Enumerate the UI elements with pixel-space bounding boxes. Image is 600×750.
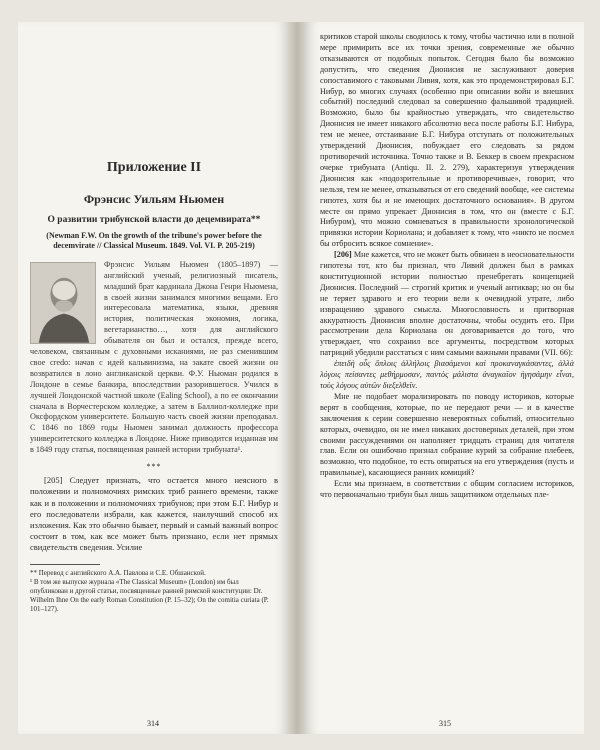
- right-page-content: [320, 32, 574, 724]
- author-heading: Фрэнсис Уильям Ньюмен: [83, 192, 225, 206]
- article-source: (Newman F.W. On the growth of the tribune's power before the decemvirate // Classical Museum. 1849. Vol. VI. P. 205-219): [46, 231, 262, 251]
- intro-text: Фрэнсис Уильям Ньюмен (1805–1897) — английский ученый, религиозный писатель, младший брат кардинала Джона Генри Ньюмена, в своей жизни занимался многими вещами. Его интересовала математика, языки, древняя история, политическая экономия, логика, вегетарианство…, хотя для английского обывателя он был и остался, прежде всего, человеком, связанным с духовными исканиями, не раз сменившим свое credo: начав с идей кальвинизма, на закате своей жизни он возвратился в лоно англиканской церкви. Ф.У. Ньюман родился в Лондоне в семье банкира, впоследствии разорившегося. Учился в лучшей Лондонской частной школе (Ealing School), а по ее окончании сначала в Ворчестерском колледже, а затем в Баллиол-колледже при Оксфордском университете. Большую часть своей жизни преподавал. С 1846 по 1869 годы Ньюмен занимал должность профессора университетского колледжа в Лондоне. Ниже приводится изданная им в 1849 году статья, посвященная ранней истории трибуната¹.: [30, 259, 278, 455]
- appendix-heading: Приложение II: [106, 160, 202, 175]
- footnote-source: ¹ В том же выпуске журнала «The Classical Museum» (London) им был опубликован и другой статьи, посвященные ранней римской конституции: Dr. Wilhelm Ihne On the early Roman Constitution (P. 15–32); On the comitia curiata (P. 101–127).: [30, 577, 269, 613]
- right-paragraph-3: Мне не подобает морализировать по поводу историков, которые верят в сообщения, которые, по не передают речи — и в качестве заключения к серии совершенно невероятных событий, относительно которых, очевидно, он не имел никаких достоверных деталей, при этом своими рассуждениями он наполняет тридцать страниц для читателя глав. Если он ошибочно признал собрание курий за собрание плебеев, возможно, что подобное, то есть опираться на его утверждения (пусть и правильные), касающиеся ранних комиций?: [320, 391, 574, 478]
- right-paragraph-1: критиков старой школы сводилось к тому, чтобы частично или в полной мере примирить все их точки зрения, современные же обычно отказываются от подобных попыток. Сегодня было бы возможно допустить, что сведения Дионисия не заслуживают доверия сопоставимого с таковыми Ливия, хотя, как это продемонстрировал Б.Г. Нибур, во многих случаях (особенно при описании войн и внешних событий) последний следовал за совершенно фальшивой традицией. Возможно, было бы крайностью утверждать, что свидетельство Дионисия не имеет никакого абсолютно веса после работы Б.Г. Нибура, тем не менее, отстаивание Б.Г. Нибура отступать от положительных утверждений Дионисия, побуждает его следовать за рядом противоречий источника. Точно также и В. Беккер в своем прекрасном очерке трибуната (Antiqu. II. 2. 279), характеризуя утверждения Дионисия как «подозрительные и противоречивые», говорит, что нельзя, тем не менее, отказываться от его сведений вообще, «ее системы гипотез, хотя бы и не имеющих достаточного основания». В другом месте он прямо упрекает Дионисия в том, что он (вместе с Б.Г. Нибуром), что можно сомневаться в правильности хронологической привязки истории Кориолана; и добавляет к тому, что «никто не посмел бы отбросить всякое сомнение».: [320, 32, 574, 249]
- page-number-right: 315: [439, 719, 451, 728]
- book-gutter: [288, 22, 306, 734]
- right-paragraph-2: [320, 250, 574, 359]
- left-page-content: [30, 32, 278, 724]
- author-portrait: [30, 262, 96, 344]
- right-paragraph-2-text: Мне кажется, что не может быть обвинен в неосновательности гипотезы тот, кто бы признал, что Ливий должен был в рамках конституционной истории полностью пренебрегать концепцией Дионисия. Последний — строгий критик и ученый антиквар; но он бы не теряет здравого и его теории вели к очевидной утрате, либо извращению здравого смысла. Многословность и притворная аккуратность Дионисия вполне достаточны, чтобы осудить его. При рассмотрении дела Кориолана он договаривается до того, что утверждает, что сохранил все аргументы, посредством которых патриций убедили расстаться с ним самыми важными правами (VII. 66):: [320, 250, 574, 358]
- article-title: О развитии трибунской власти до децемвирата**: [47, 215, 261, 225]
- page-number-left: 314: [147, 719, 159, 728]
- section-marker-206: [206]: [334, 250, 352, 260]
- footnote-divider: [30, 564, 100, 565]
- section-separator: ***: [146, 462, 162, 472]
- author-intro: [30, 260, 278, 456]
- footnote-translation: ** Перевод с английского А.А. Павлова и С.Е. Обшанской.: [30, 568, 206, 577]
- right-paragraph-4: Если мы признаем, в соответствии с общим согласием историков, что первоначально трибун был лишь защитником отдельных пле-: [320, 479, 574, 500]
- left-main-text: [205] Следует признать, что остается много неясного в положении и полномочиях римских триб раннего времени, также как и в положении и полномочиях трибунов; при этом Б.Г. Нибур и его последователи избрали, как кажется, наилучший способ их изложения. Как это обычно бывает, первый и самый важный вопрос состоит в том, как все может быть признано, если нет прямых свидетельств сведения. Усилие: [30, 475, 278, 553]
- left-page: [18, 22, 288, 734]
- greek-quotation: ἐπειδὴ οὖς ὅπλοις ἀλλήλοις βιασάμενοι καὶ προκαναγκάσαντες, ἀλλὰ λόγοις πείσαντες μεθήρμοσαν, παντὸς μάλιστα ἀναγκαῖον ἡγησάμην εἶναι, τοὺς λόγους αὐτῶν διεξελθεῖν.: [320, 359, 574, 390]
- right-page: [306, 22, 584, 734]
- portrait-image-icon: [31, 263, 95, 343]
